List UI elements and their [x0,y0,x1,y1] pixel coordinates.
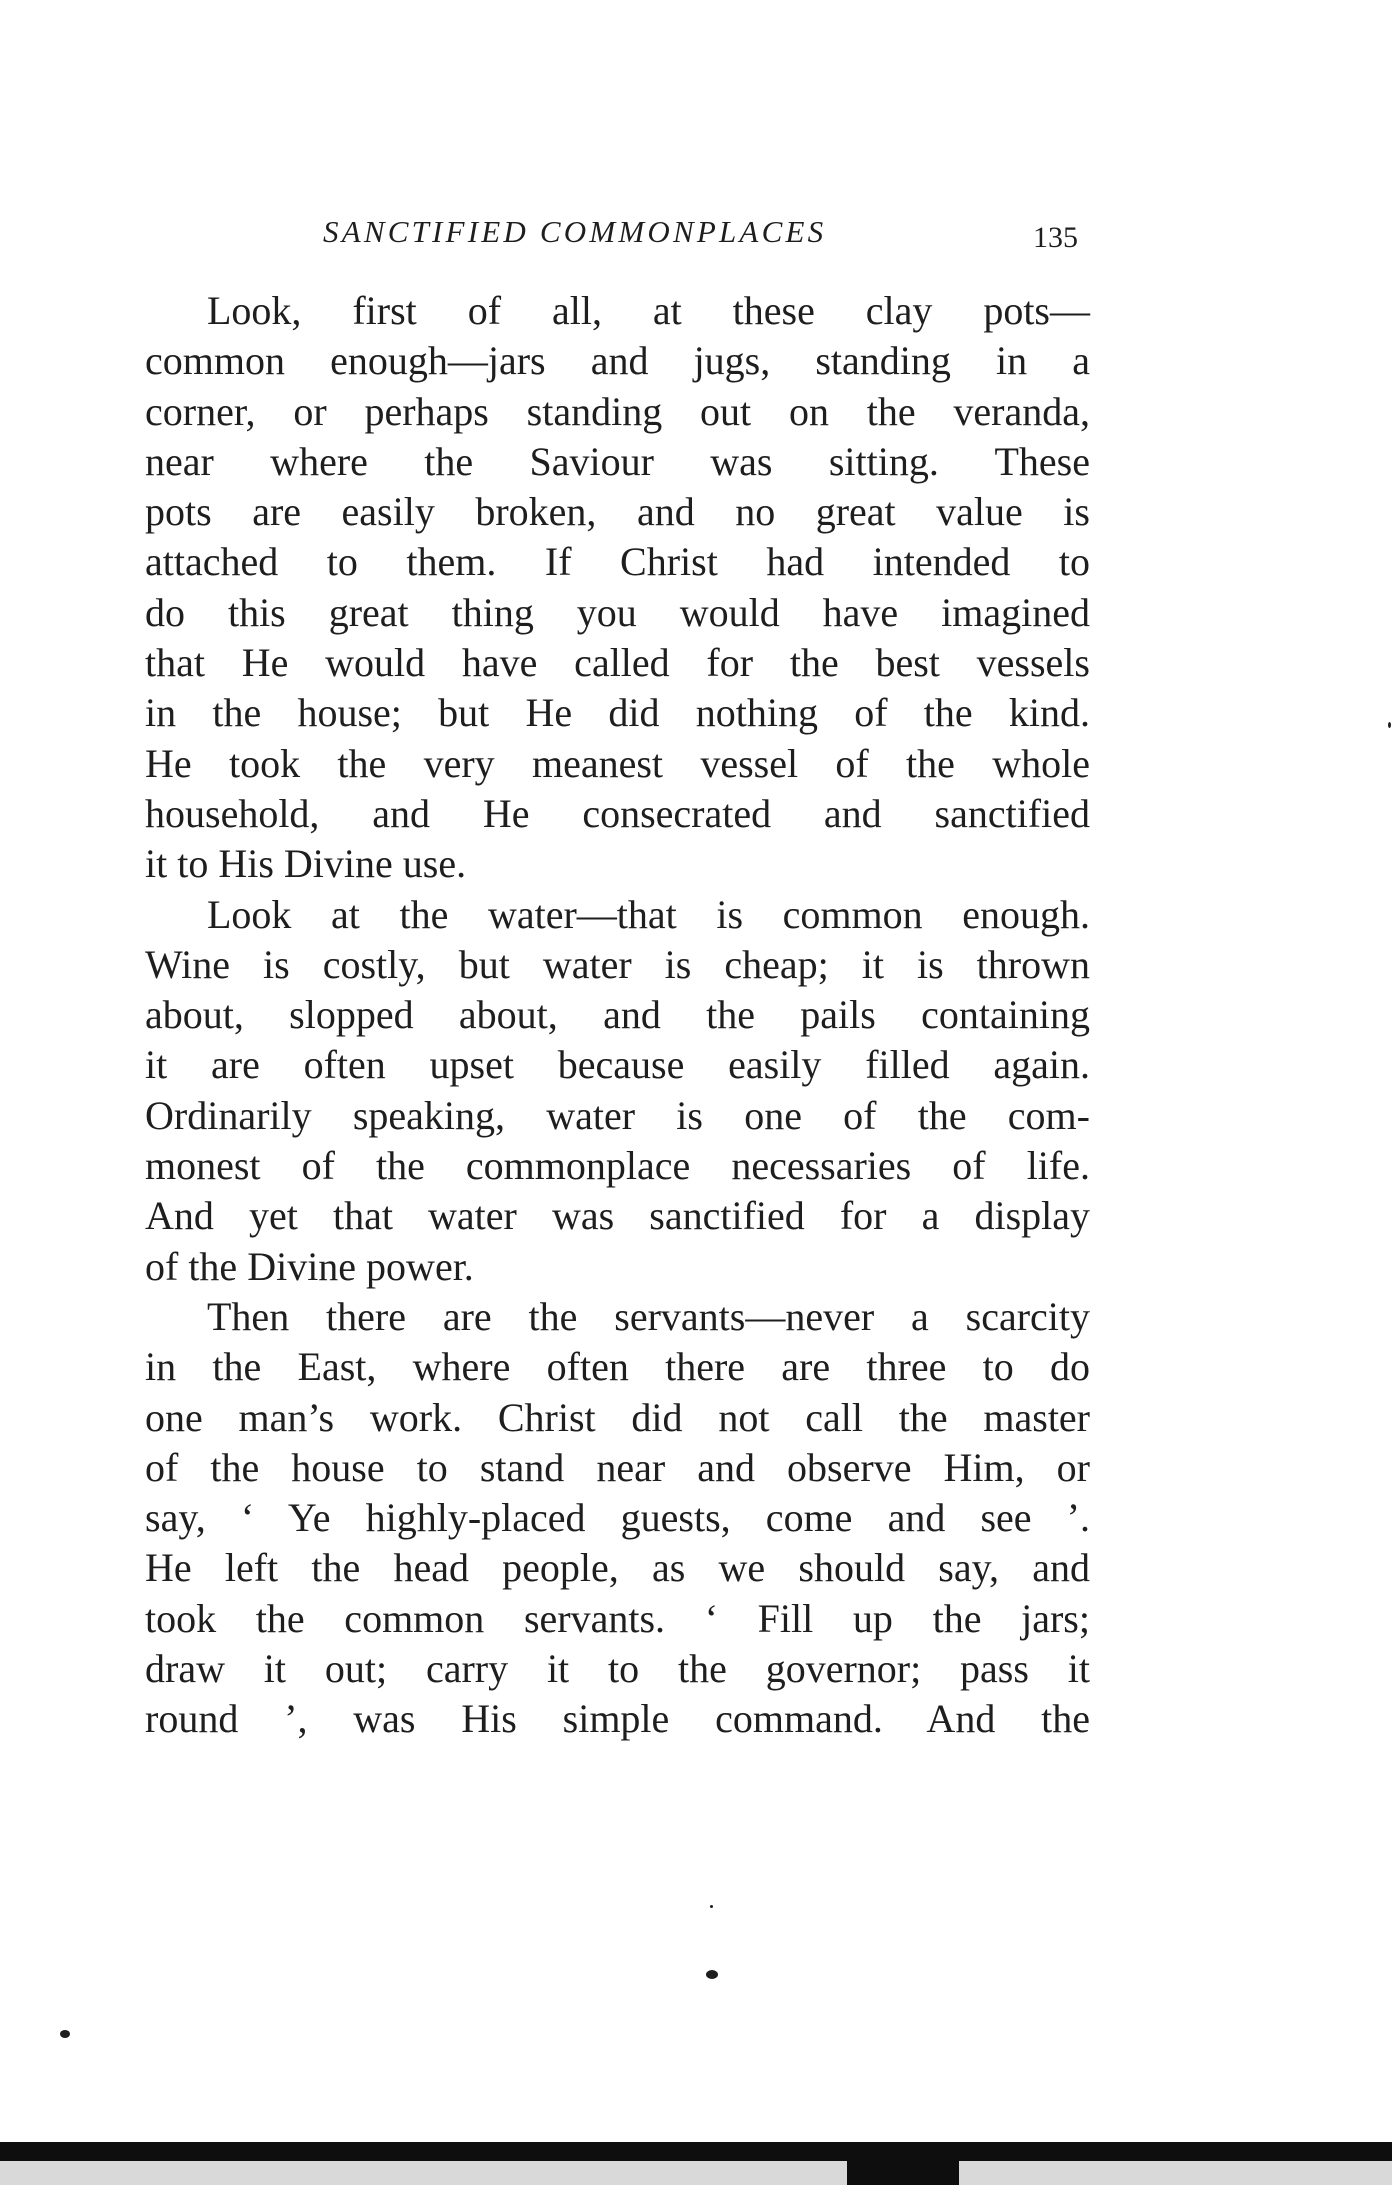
text-line: do this great thing you would have imagined [145,589,1090,635]
text-line: Then there are the servants—never a scarcity [207,1293,1090,1339]
text-line: took the common servants. ‘ Fill up the jars; [145,1595,1090,1641]
scan-edge-notch [847,2161,959,2185]
text-line: of the Divine power. [145,1243,474,1289]
text-line: household, and He consecrated and sanctified [145,790,1090,836]
text-line: say, ‘ Ye highly-placed guests, come and see ’. [145,1495,1090,1541]
scan-edge-bar [0,2142,1392,2161]
running-title: SANCTIFIED COMMONPLACES [323,214,827,249]
text-line: round ’, was His simple command. And the [145,1696,1090,1742]
text-line: common enough—jars and jugs, standing in a [145,338,1090,384]
text-line: He left the head people, as we should say, and [145,1545,1090,1591]
scan-speck [60,2030,70,2038]
text-line: it to His Divine use. [145,841,467,887]
text-line: He took the very meanest vessel of the whole [145,740,1090,786]
text-line: Wine is costly, but water is cheap; it is thrown [145,941,1090,987]
text-line: in the East, where often there are three to do [145,1344,1090,1390]
page-number: 135 [1033,221,1078,254]
text-line: draw it out; carry it to the governor; pass it [145,1646,1090,1692]
body-text [145,286,1090,1745]
text-line: in the house; but He did nothing of the kind. [145,690,1090,736]
running-head [0,212,1392,262]
text-line: one man’s work. Christ did not call the master [145,1394,1090,1440]
scan-speck [706,1970,718,1979]
text-line: it are often upset because easily filled again. [145,1042,1090,1088]
text-line: near where the Saviour was sitting. These [145,438,1090,484]
scan-speck [1388,722,1391,728]
text-line: attached to them. If Christ had intended to [145,539,1090,585]
text-line: Look, first of all, at these clay pots— [207,288,1090,333]
text-line: corner, or perhaps standing out on the veranda, [145,388,1090,434]
text-line: that He would have called for the best vessels [145,640,1090,686]
text-line: Ordinarily speaking, water is one of the com- [145,1092,1090,1138]
text-line: And yet that water was sanctified for a display [145,1193,1090,1239]
text-line: Look at the water—that is common enough. [207,891,1090,937]
text-line: pots are easily broken, and no great value is [145,489,1090,535]
scan-speck [710,1905,713,1908]
text-line: monest of the commonplace necessaries of life. [145,1143,1090,1189]
text-line: of the house to stand near and observe Him, or [145,1444,1090,1490]
text-line: about, slopped about, and the pails containing [145,992,1090,1038]
